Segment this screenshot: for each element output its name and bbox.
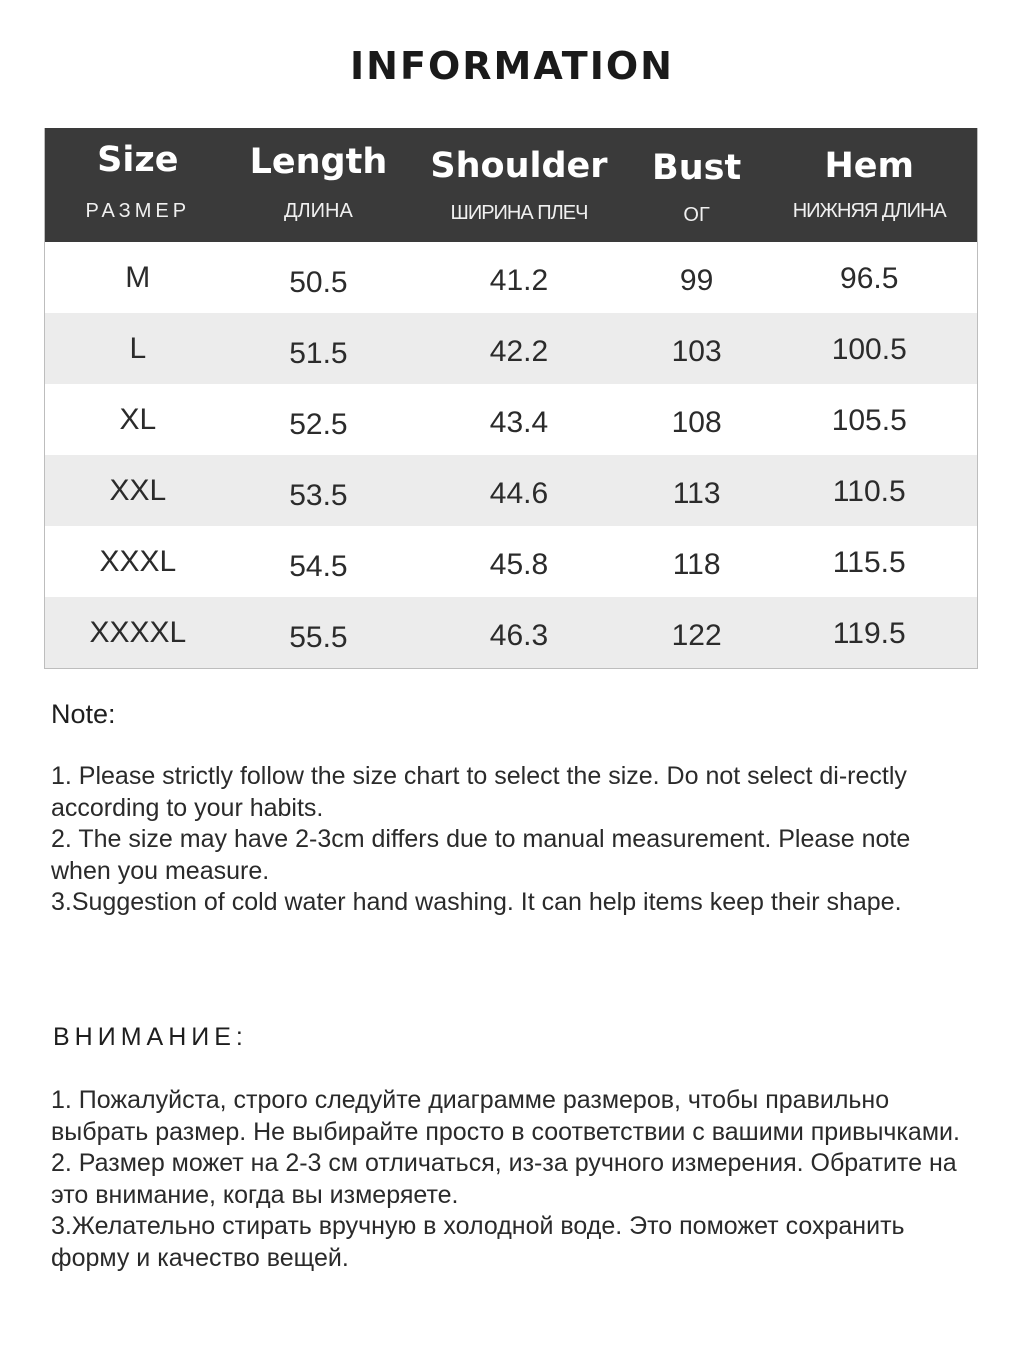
note-item: 1. Please strictly follow the size chart to select the size. Do not select di-rectly according to your habits.: [51, 762, 907, 822]
table-row: [45, 384, 977, 455]
header-shoulder-en: Shoulder: [430, 146, 608, 186]
header-hem-en: Hem: [824, 146, 914, 186]
header-bust: [632, 128, 762, 242]
header-length: [231, 128, 407, 242]
header-shoulder-ru: ШИРИНА ПЛЕЧ: [450, 202, 588, 224]
cell-shoulder: 41.2: [489, 264, 549, 297]
cell-hem: 96.5: [840, 262, 899, 295]
cell-hem: 105.5: [831, 404, 907, 437]
header-size-en: Size: [97, 140, 179, 180]
header-length-ru: ДЛИНА: [284, 200, 353, 222]
cell-bust: 108: [671, 406, 722, 439]
cell-hem: 119.5: [832, 617, 906, 650]
note-heading-en: Note:: [51, 699, 116, 729]
cell-shoulder: 43.4: [489, 406, 549, 439]
cell-shoulder: 46.3: [489, 619, 549, 652]
note-item: 2. The size may have 2-3cm differs due to manual measurement. Please note when you measure.: [51, 825, 911, 885]
cell-size: XXXL: [99, 545, 177, 578]
table-row: [45, 242, 977, 313]
cell-bust: 103: [671, 335, 722, 368]
note-heading-ru: ВНИМАНИЕ:: [53, 1023, 248, 1051]
cell-bust: 118: [672, 548, 721, 581]
size-chart-table: [44, 128, 978, 669]
note-item: 3.Желательно стирать вручную в холодной воде. Это поможет сохранить форму и качество вещей.: [51, 1212, 905, 1272]
cell-length: 52.5: [289, 408, 348, 441]
table-row: [45, 597, 977, 668]
cell-length: 51.5: [289, 337, 348, 370]
table-row: [45, 313, 977, 384]
header-size: [45, 128, 231, 242]
cell-shoulder: 44.6: [489, 477, 549, 510]
header-bust-en: Bust: [652, 148, 742, 188]
cell-size: M: [125, 261, 151, 294]
cell-bust: 99: [679, 264, 714, 297]
note-list-ru: [51, 1085, 971, 1274]
header-hem: [761, 128, 977, 242]
cell-size: XXXXL: [89, 616, 187, 649]
table-row: [45, 455, 977, 526]
cell-length: 55.5: [289, 621, 348, 654]
table-header: [45, 128, 977, 242]
note-list-en: [51, 761, 971, 919]
header-hem-ru: НИЖНЯЯ ДЛИНА: [792, 200, 946, 222]
cell-hem: 110.5: [832, 475, 906, 508]
note-item: 2. Размер может на 2-3 см отличаться, из-за ручного измерения. Обратите на это внимание, когда вы измеряете.: [51, 1149, 957, 1209]
cell-hem: 100.5: [831, 333, 907, 366]
header-size-ru: РАЗМЕР: [85, 200, 191, 222]
cell-size: XL: [119, 403, 157, 436]
note-item: 3.Suggestion of cold water hand washing. It can help items keep their shape.: [51, 888, 902, 916]
cell-length: 54.5: [289, 550, 348, 583]
header-shoulder: [406, 128, 632, 242]
cell-shoulder: 42.2: [489, 335, 549, 368]
cell-length: 50.5: [289, 266, 348, 299]
note-item: 1. Пожалуйста, строго следуйте диаграмме размеров, чтобы правильно выбрать размер. Не выбирайте просто в соответствии с вашими привычками.: [51, 1086, 960, 1146]
cell-hem: 115.5: [832, 546, 906, 579]
cell-bust: 122: [671, 619, 722, 652]
cell-bust: 113: [672, 477, 721, 510]
cell-size: XXL: [109, 474, 167, 507]
cell-length: 53.5: [289, 479, 348, 512]
table-row: [45, 526, 977, 597]
cell-shoulder: 45.8: [489, 548, 549, 581]
cell-size: L: [129, 332, 147, 365]
header-length-en: Length: [249, 142, 388, 182]
header-bust-ru: ОГ: [683, 204, 710, 226]
table-body: [45, 242, 977, 668]
page-title: INFORMATION: [350, 44, 674, 88]
